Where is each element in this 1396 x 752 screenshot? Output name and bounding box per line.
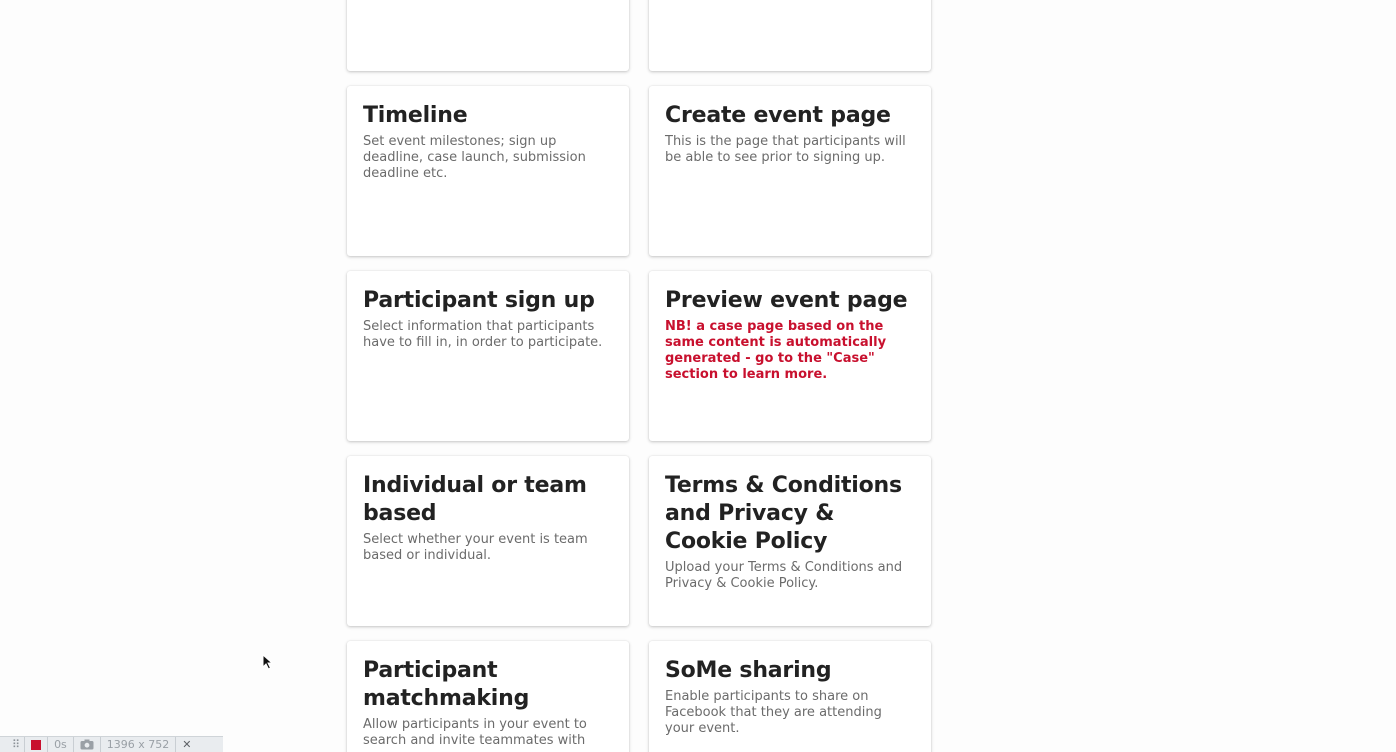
card-timeline[interactable] [347,86,629,256]
capture-dimensions: 1396 x 752 [100,737,176,752]
record-stop-icon [31,740,41,750]
card-individual-or-team[interactable] [347,456,629,626]
card-participant-matchmaking[interactable] [347,641,629,752]
card-title: Preview event page [665,288,908,313]
card-title: SoMe sharing [665,658,832,683]
card-warning-description: NB! a case page based on the same content is automatically generated - go to the "Case" section to learn more. [665,319,887,382]
card-description: Enable participants to share on Facebook that they are attending your event. [665,689,882,736]
card-top-right-partial[interactable] [649,0,931,71]
card-title: Participant matchmaking [363,658,530,711]
recording-timer: 0s [47,737,73,752]
recorder-toolbar [0,736,223,752]
card-description: Allow participants in your event to search and invite teammates with [363,717,587,748]
card-description: This is the page that participants will be able to see prior to signing up. [665,134,906,165]
card-description: Select whether your event is team based or individual. [363,532,588,563]
camera-icon[interactable] [73,737,100,752]
mouse-cursor-icon [262,654,274,670]
card-description: Set event milestones; sign up deadline, case launch, submission deadline etc. [363,134,586,181]
card-terms-and-privacy[interactable] [649,456,931,626]
card-title: Create event page [665,103,891,128]
drag-handle-icon[interactable]: ⠿ [12,738,21,751]
card-title: Participant sign up [363,288,595,313]
stop-record-button[interactable] [24,737,47,752]
card-some-sharing[interactable] [649,641,931,752]
card-description: Upload your Terms & Conditions and Privacy & Cookie Policy. [665,560,903,591]
close-icon[interactable]: ✕ [175,737,197,752]
card-participant-sign-up[interactable] [347,271,629,441]
card-top-left-partial[interactable] [347,0,629,71]
card-title: Terms & Conditions and Privacy & Cookie Policy [665,473,902,554]
card-description: Select information that participants have to fill in, in order to participate. [363,319,603,350]
card-preview-event-page[interactable] [649,271,931,441]
card-title: Timeline [363,103,468,128]
card-title: Individual or team based [363,473,587,526]
card-create-event-page[interactable] [649,86,931,256]
